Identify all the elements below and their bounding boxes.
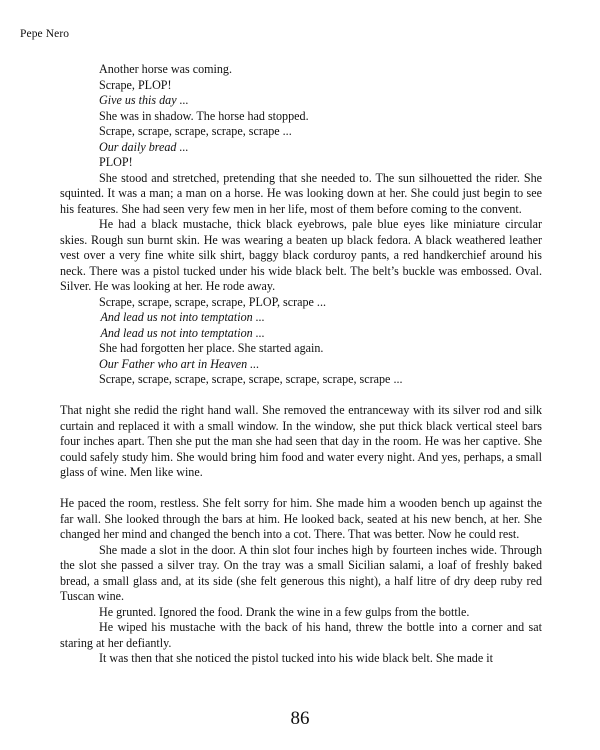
prayer-line: And lead us not into temptation ... (100, 310, 265, 324)
paragraph: He grunted. Ignored the food. Drank the wine in a few gulps from the bottle. (99, 604, 470, 619)
prayer-line: Our daily bread ... (99, 139, 189, 154)
prayer-line: Give us this day ... (99, 93, 189, 107)
text-line: Another horse was coming. (99, 62, 233, 76)
text-line: Scrape, scrape, scrape, scrape, scrape, scrape, scrape, scrape ... (99, 372, 403, 386)
paragraph: She stood and stretched, pretending that she needed to. The sun silhouetted the rider. She squinted. It was a man; a man on a horse. He was looking down at her. She could just begin to see his features. She had seen very few men in her life, most of them before coming to the convent. (60, 170, 542, 216)
paragraph: She made a slot in the door. A thin slot four inches high by fourteen inches wide. Through the slot she passed a silver tray. On the tray was a small Sicilian salami, a loaf of freshly baked bread, a small glass and, at its side (she felt generous this night), a half litre of dry deep ruby red Tuscan wine. (60, 542, 542, 603)
text-line: Scrape, scrape, scrape, scrape, PLOP, scrape ... (99, 294, 326, 309)
prayer-line: Our Father who art in Heaven ... (99, 356, 260, 371)
page-body (60, 62, 542, 667)
paragraph: It was then that she noticed the pistol tucked into his wide black belt. She made it (99, 651, 493, 665)
page-number: 86 (290, 708, 310, 729)
prayer-line: And lead us not into temptation ... (100, 325, 265, 340)
text-line: Scrape, scrape, scrape, scrape, scrape ... (99, 124, 292, 138)
text-line: She was in shadow. The horse had stopped. (99, 108, 309, 123)
paragraph: He paced the room, restless. She felt sorry for him. She made him a wooden bench up against the far wall. She looked through the bars at him. He looked back, seated at his new bench, at her. She changed her mind and changed the bench into a cot. There. That was better. Now he could rest. (60, 496, 542, 541)
paragraph-gap (60, 388, 542, 404)
running-header: Pepe Nero (20, 28, 70, 40)
paragraph-gap (60, 481, 542, 497)
paragraph: He wiped his mustache with the back of his hand, threw the bottle into a corner and sat staring at her defiantly. (60, 620, 542, 650)
text-line: She had forgotten her place. She started again. (99, 341, 324, 355)
paragraph: That night she redid the right hand wall. She removed the entranceway with its silver rod and silk curtain and replaced it with a small window. In the window, she put thick black vertical steel bars four inches apart. Then she put the man she had seen that day in the room. He was her captive. She could safely study him. She would bring him food and water every night. And yes, perhaps, a small glass of wine. Men like wine. (60, 403, 542, 479)
paragraph: He had a black mustache, thick black eyebrows, pale blue eyes like miniature circular skies. Rough sun burnt skin. He was wearing a beaten up black fedora. A black weathered leather vest over a very fine white silk shirt, baggy black corduroy pants, a red handkerchief around his neck. There was a pistol tucked under his wide black belt. The belt’s buckle was embossed. Oval. Silver. He was looking at her. He rode away. (60, 217, 542, 293)
text-line: Scrape, PLOP! (99, 77, 172, 92)
text-line: PLOP! (99, 155, 133, 169)
